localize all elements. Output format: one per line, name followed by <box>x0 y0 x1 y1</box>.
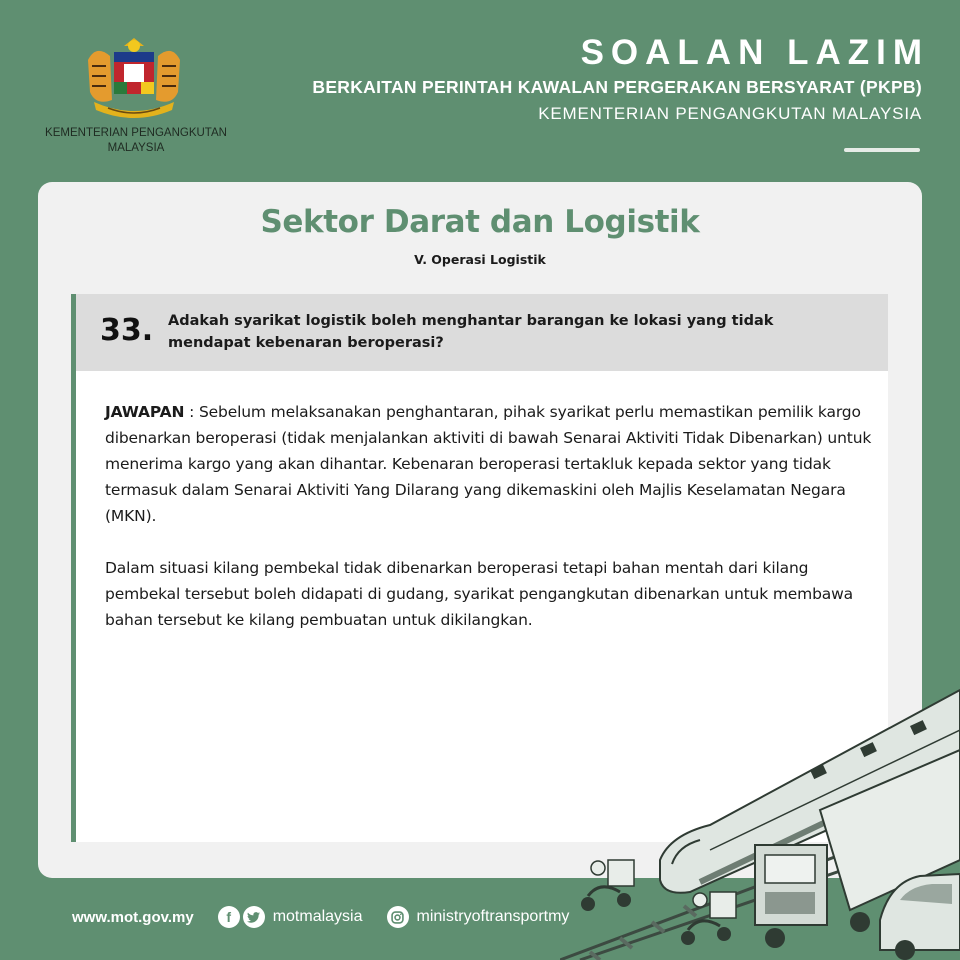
question-box <box>76 294 888 371</box>
instagram-icon[interactable] <box>387 906 409 928</box>
section-subtitle: V. Operasi Logistik <box>414 252 546 267</box>
answer-label: JAWAPAN <box>105 403 185 421</box>
question-number: 33. <box>100 313 154 348</box>
section-title: Sektor Darat dan Logistik <box>260 204 700 240</box>
ministry-label: KEMENTERIAN PENGANGKUTAN MALAYSIA <box>538 104 922 123</box>
header-divider <box>844 148 920 152</box>
coat-of-arms-logo <box>80 36 188 120</box>
logo-caption-line1: KEMENTERIAN PENGANGKUTAN <box>45 127 227 139</box>
answer-paragraph-2: Dalam situasi kilang pembekal tidak dibenarkan beroperasi tetapi bahan mentah dari kilang pembekal tersebut boleh didapati di gudang, syarikat pengangkutan dibenarkan untuk membawa bahan tersebut ke kilang pembuatan untuk dikilangkan. <box>105 559 854 629</box>
facebook-twitter-handle[interactable]: motmalaysia <box>272 908 363 925</box>
transport-illustration <box>560 660 960 960</box>
logo-caption <box>22 126 250 156</box>
answer-paragraph-1 <box>105 399 875 529</box>
logo-caption-line2: MALAYSIA <box>107 142 165 154</box>
scooter-rider-icon <box>681 892 736 945</box>
facebook-icon[interactable]: f <box>218 906 240 928</box>
question-text: Adakah syarikat logistik boleh menghantar barangan ke lokasi yang tidak mendapat kebenaran beroperasi? <box>168 313 774 351</box>
page-subtitle: BERKAITAN PERINTAH KAWALAN PERGERAKAN BERSYARAT (PKPB) <box>312 77 922 97</box>
instagram-handle[interactable]: ministryoftransportmy <box>416 908 570 925</box>
footer <box>72 904 593 930</box>
twitter-icon[interactable] <box>243 906 265 928</box>
answer-text <box>105 399 875 633</box>
answer-paragraph-1-body: : Sebelum melaksanakan penghantaran, pihak syarikat perlu memastikan pemilik kargo dibenarkan beroperasi (tidak menjalankan aktiviti di bawah Senarai Aktiviti Tidak Dibenarkan) untuk menerima kargo yang akan dihantar. Kebenaran beroperasi tertakluk kepada sektor yang tidak termasuk dalam Senarai Aktiviti Yang Dilarang yang dikemaskini oleh Majlis Keselamatan Negara (MKN). <box>105 403 872 525</box>
page-title: SOALAN LAZIM <box>580 33 929 72</box>
header-titles <box>312 33 929 126</box>
website-link[interactable]: www.mot.gov.my <box>72 908 194 926</box>
